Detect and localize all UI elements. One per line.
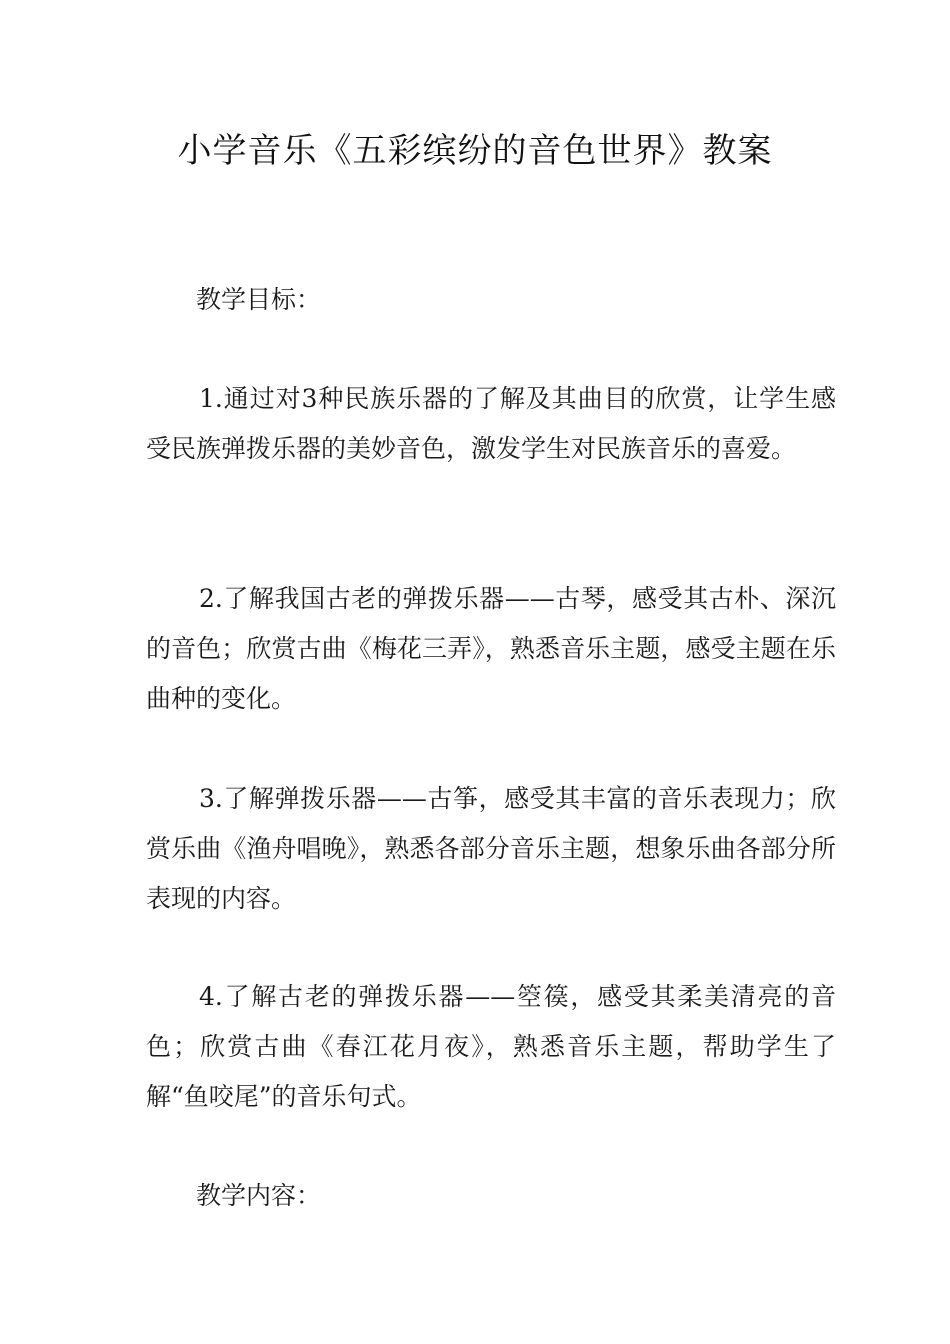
objective-paragraph-1: 1.通过对3种民族乐器的了解及其曲目的欣赏，让学生感受民族弹拨乐器的美妙音色，激发学生对民族音乐的喜爱。 <box>146 384 836 463</box>
content-heading: 教学内容： <box>196 1181 322 1210</box>
document-title: 小学音乐《五彩缤纷的音色世界》教案 <box>177 131 773 171</box>
objectives-heading: 教学目标： <box>196 285 322 314</box>
objective-paragraph-3: 3.了解弹拨乐器——古筝，感受其丰富的音乐表现力；欣赏乐曲《渔舟唱晚》，熟悉各部分音乐主题，想象乐曲各部分所表现的内容。 <box>146 784 836 913</box>
objective-paragraph-4: 4.了解古老的弹拨乐器——箜篌，感受其柔美清亮的音色；欣赏古曲《春江花月夜》，熟悉音乐主题，帮助学生了解“鱼咬尾”的音乐句式。 <box>146 982 836 1111</box>
objective-paragraph-2: 2.了解我国古老的弹拨乐器——古琴，感受其古朴、深沉的音色；欣赏古曲《梅花三弄》，熟悉音乐主题，感受主题在乐曲种的变化。 <box>146 584 836 713</box>
